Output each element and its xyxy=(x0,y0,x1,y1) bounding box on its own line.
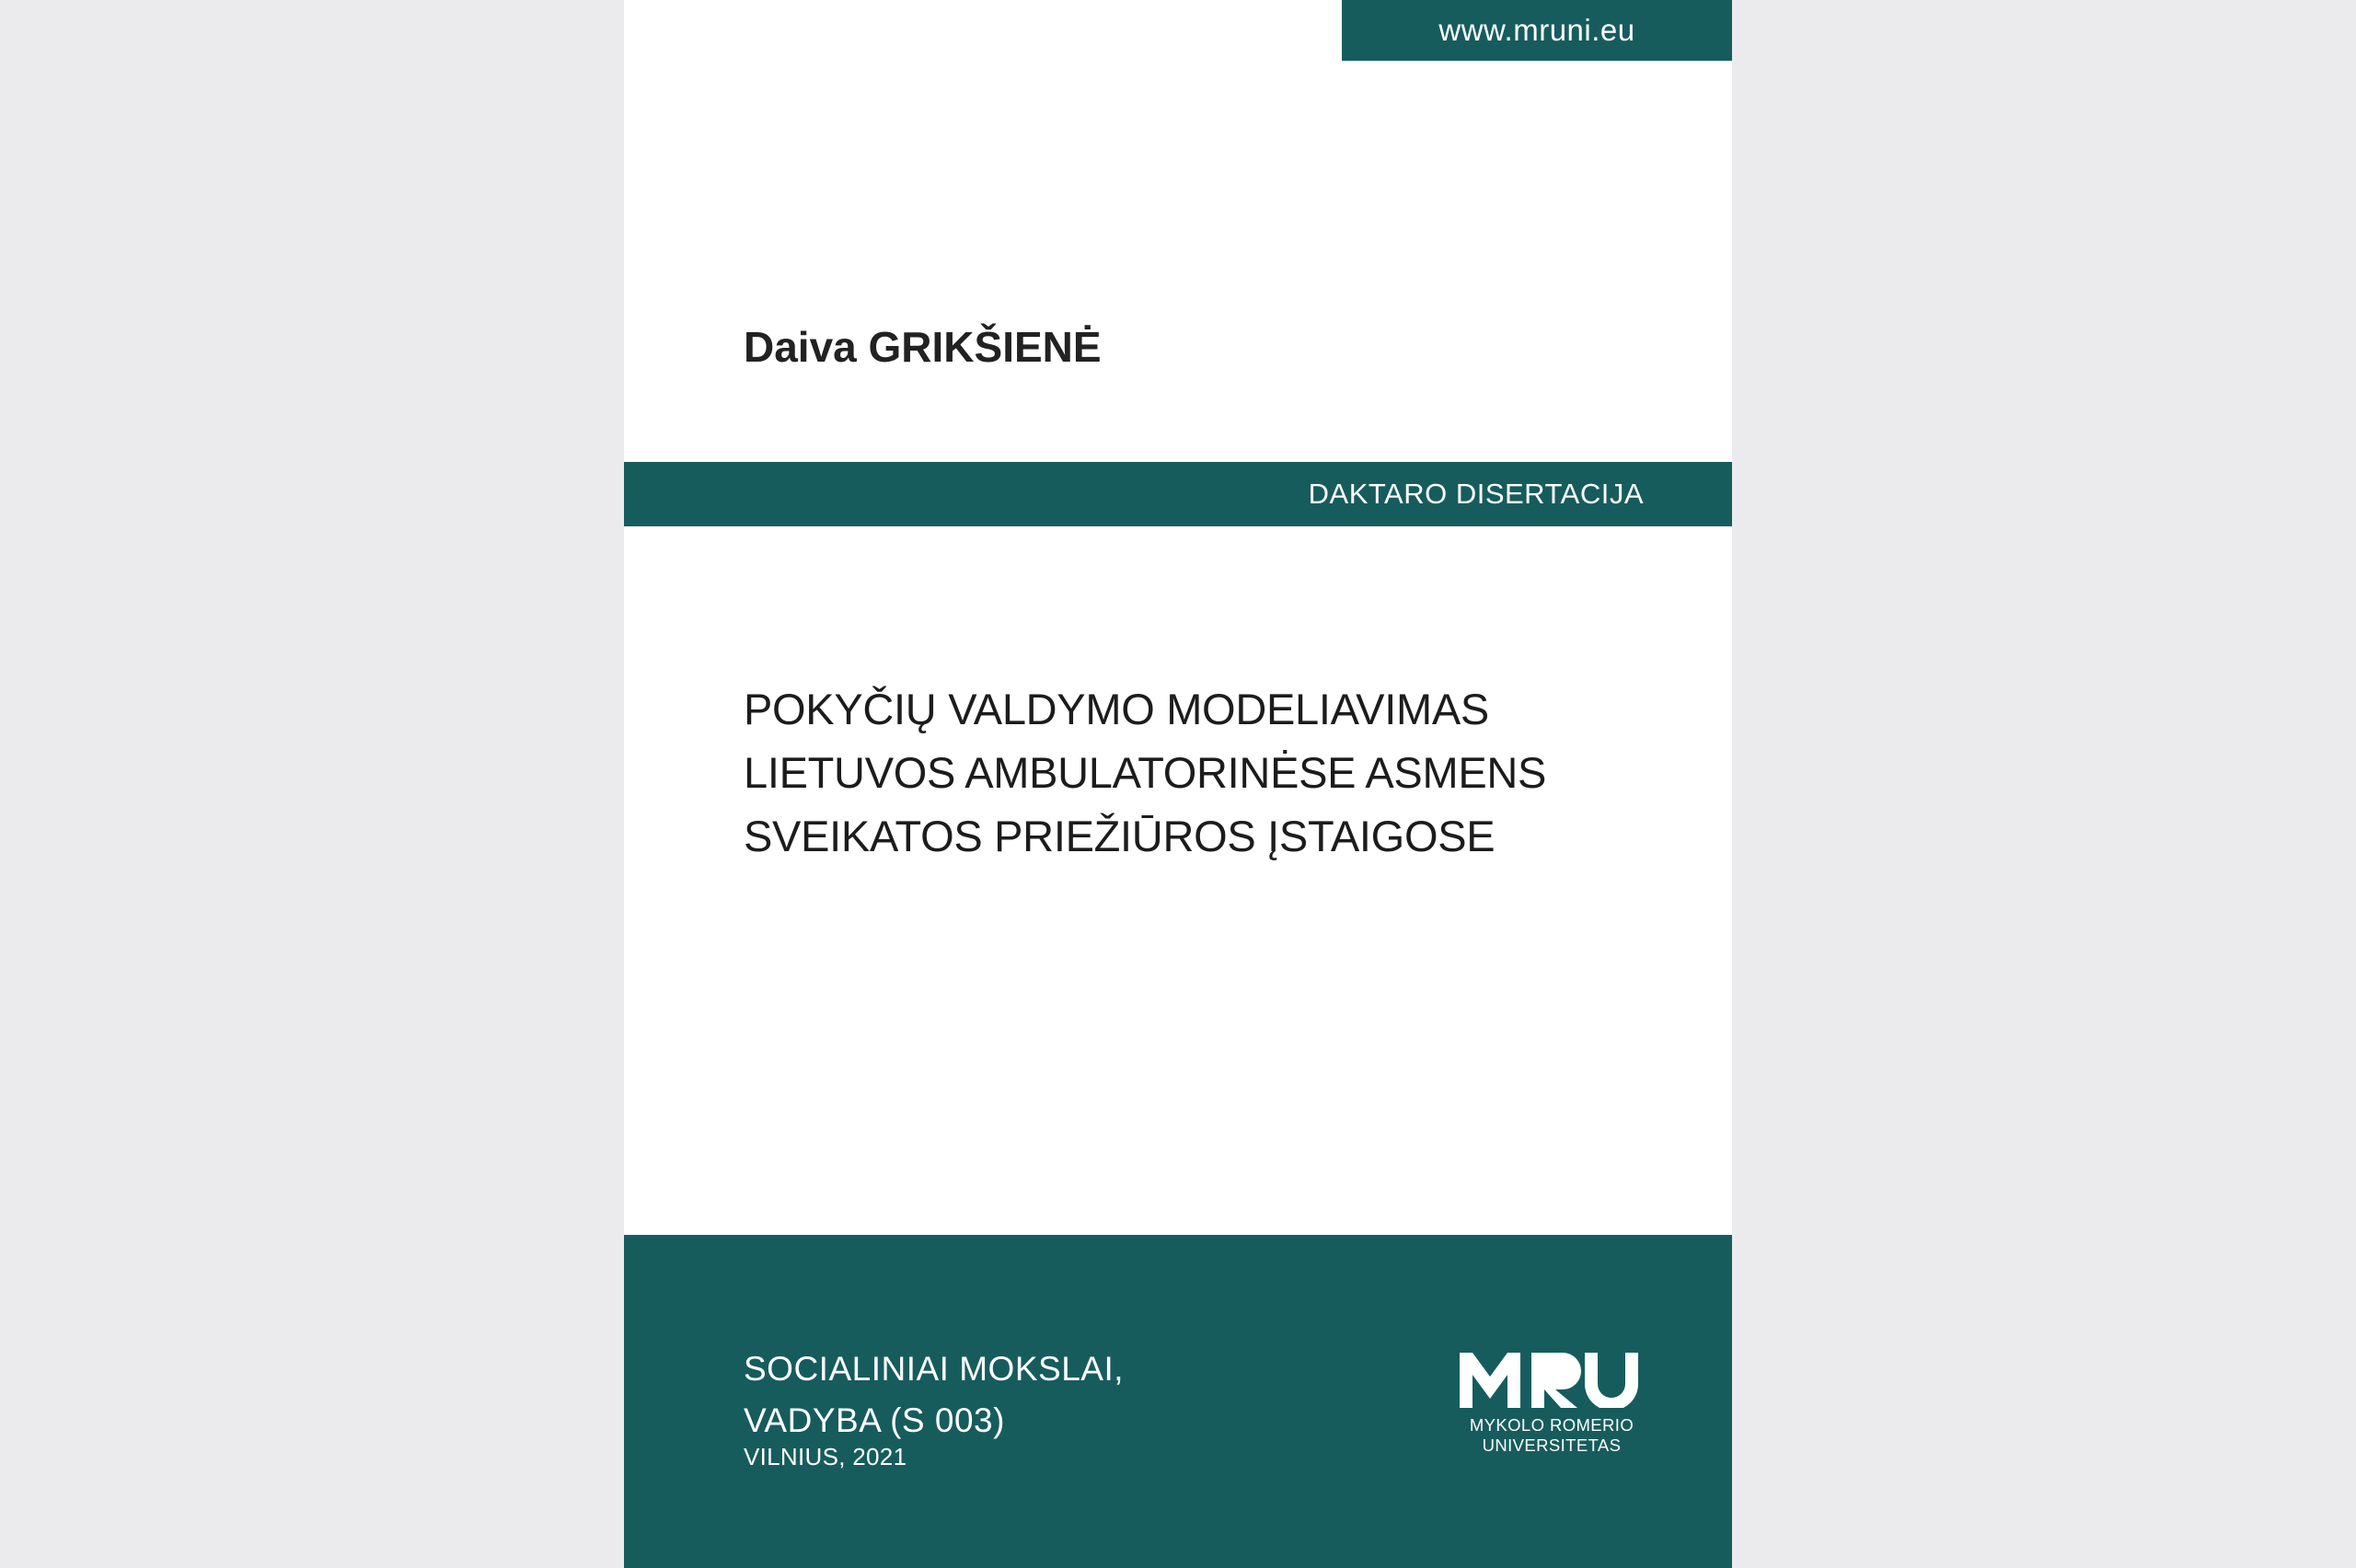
title-line: SVEIKATOS PRIEŽIŪROS ĮSTAIGOSE xyxy=(744,812,1496,860)
place-year: VILNIUS, 2021 xyxy=(744,1443,907,1470)
document-type-band xyxy=(624,462,1732,526)
university-name-line: UNIVERSITETAS xyxy=(1482,1435,1622,1455)
book-cover xyxy=(624,0,1732,1568)
dissertation-title xyxy=(744,677,1664,868)
university-name xyxy=(1458,1415,1646,1456)
website-tab xyxy=(1342,0,1732,61)
field-line: SOCIALINIAI MOKSLAI, xyxy=(744,1350,1125,1388)
title-line: LIETUVOS AMBULATORINĖSE ASMENS xyxy=(744,748,1547,797)
mru-logo xyxy=(1458,1353,1649,1482)
science-field xyxy=(744,1343,1124,1447)
website-url: www.mruni.eu xyxy=(1438,13,1635,47)
cover-footer xyxy=(624,1235,1732,1568)
title-line: POKYČIŲ VALDYMO MODELIAVIMAS xyxy=(744,685,1489,733)
university-name-line: MYKOLO ROMERIO xyxy=(1469,1415,1634,1435)
document-type-label: DAKTARO DISERTACIJA xyxy=(1308,478,1644,510)
author-name: Daiva GRIKŠIENĖ xyxy=(744,323,1102,371)
mru-logo-mark-icon xyxy=(1460,1353,1644,1408)
field-line: VADYBA (S 003) xyxy=(744,1401,1005,1439)
